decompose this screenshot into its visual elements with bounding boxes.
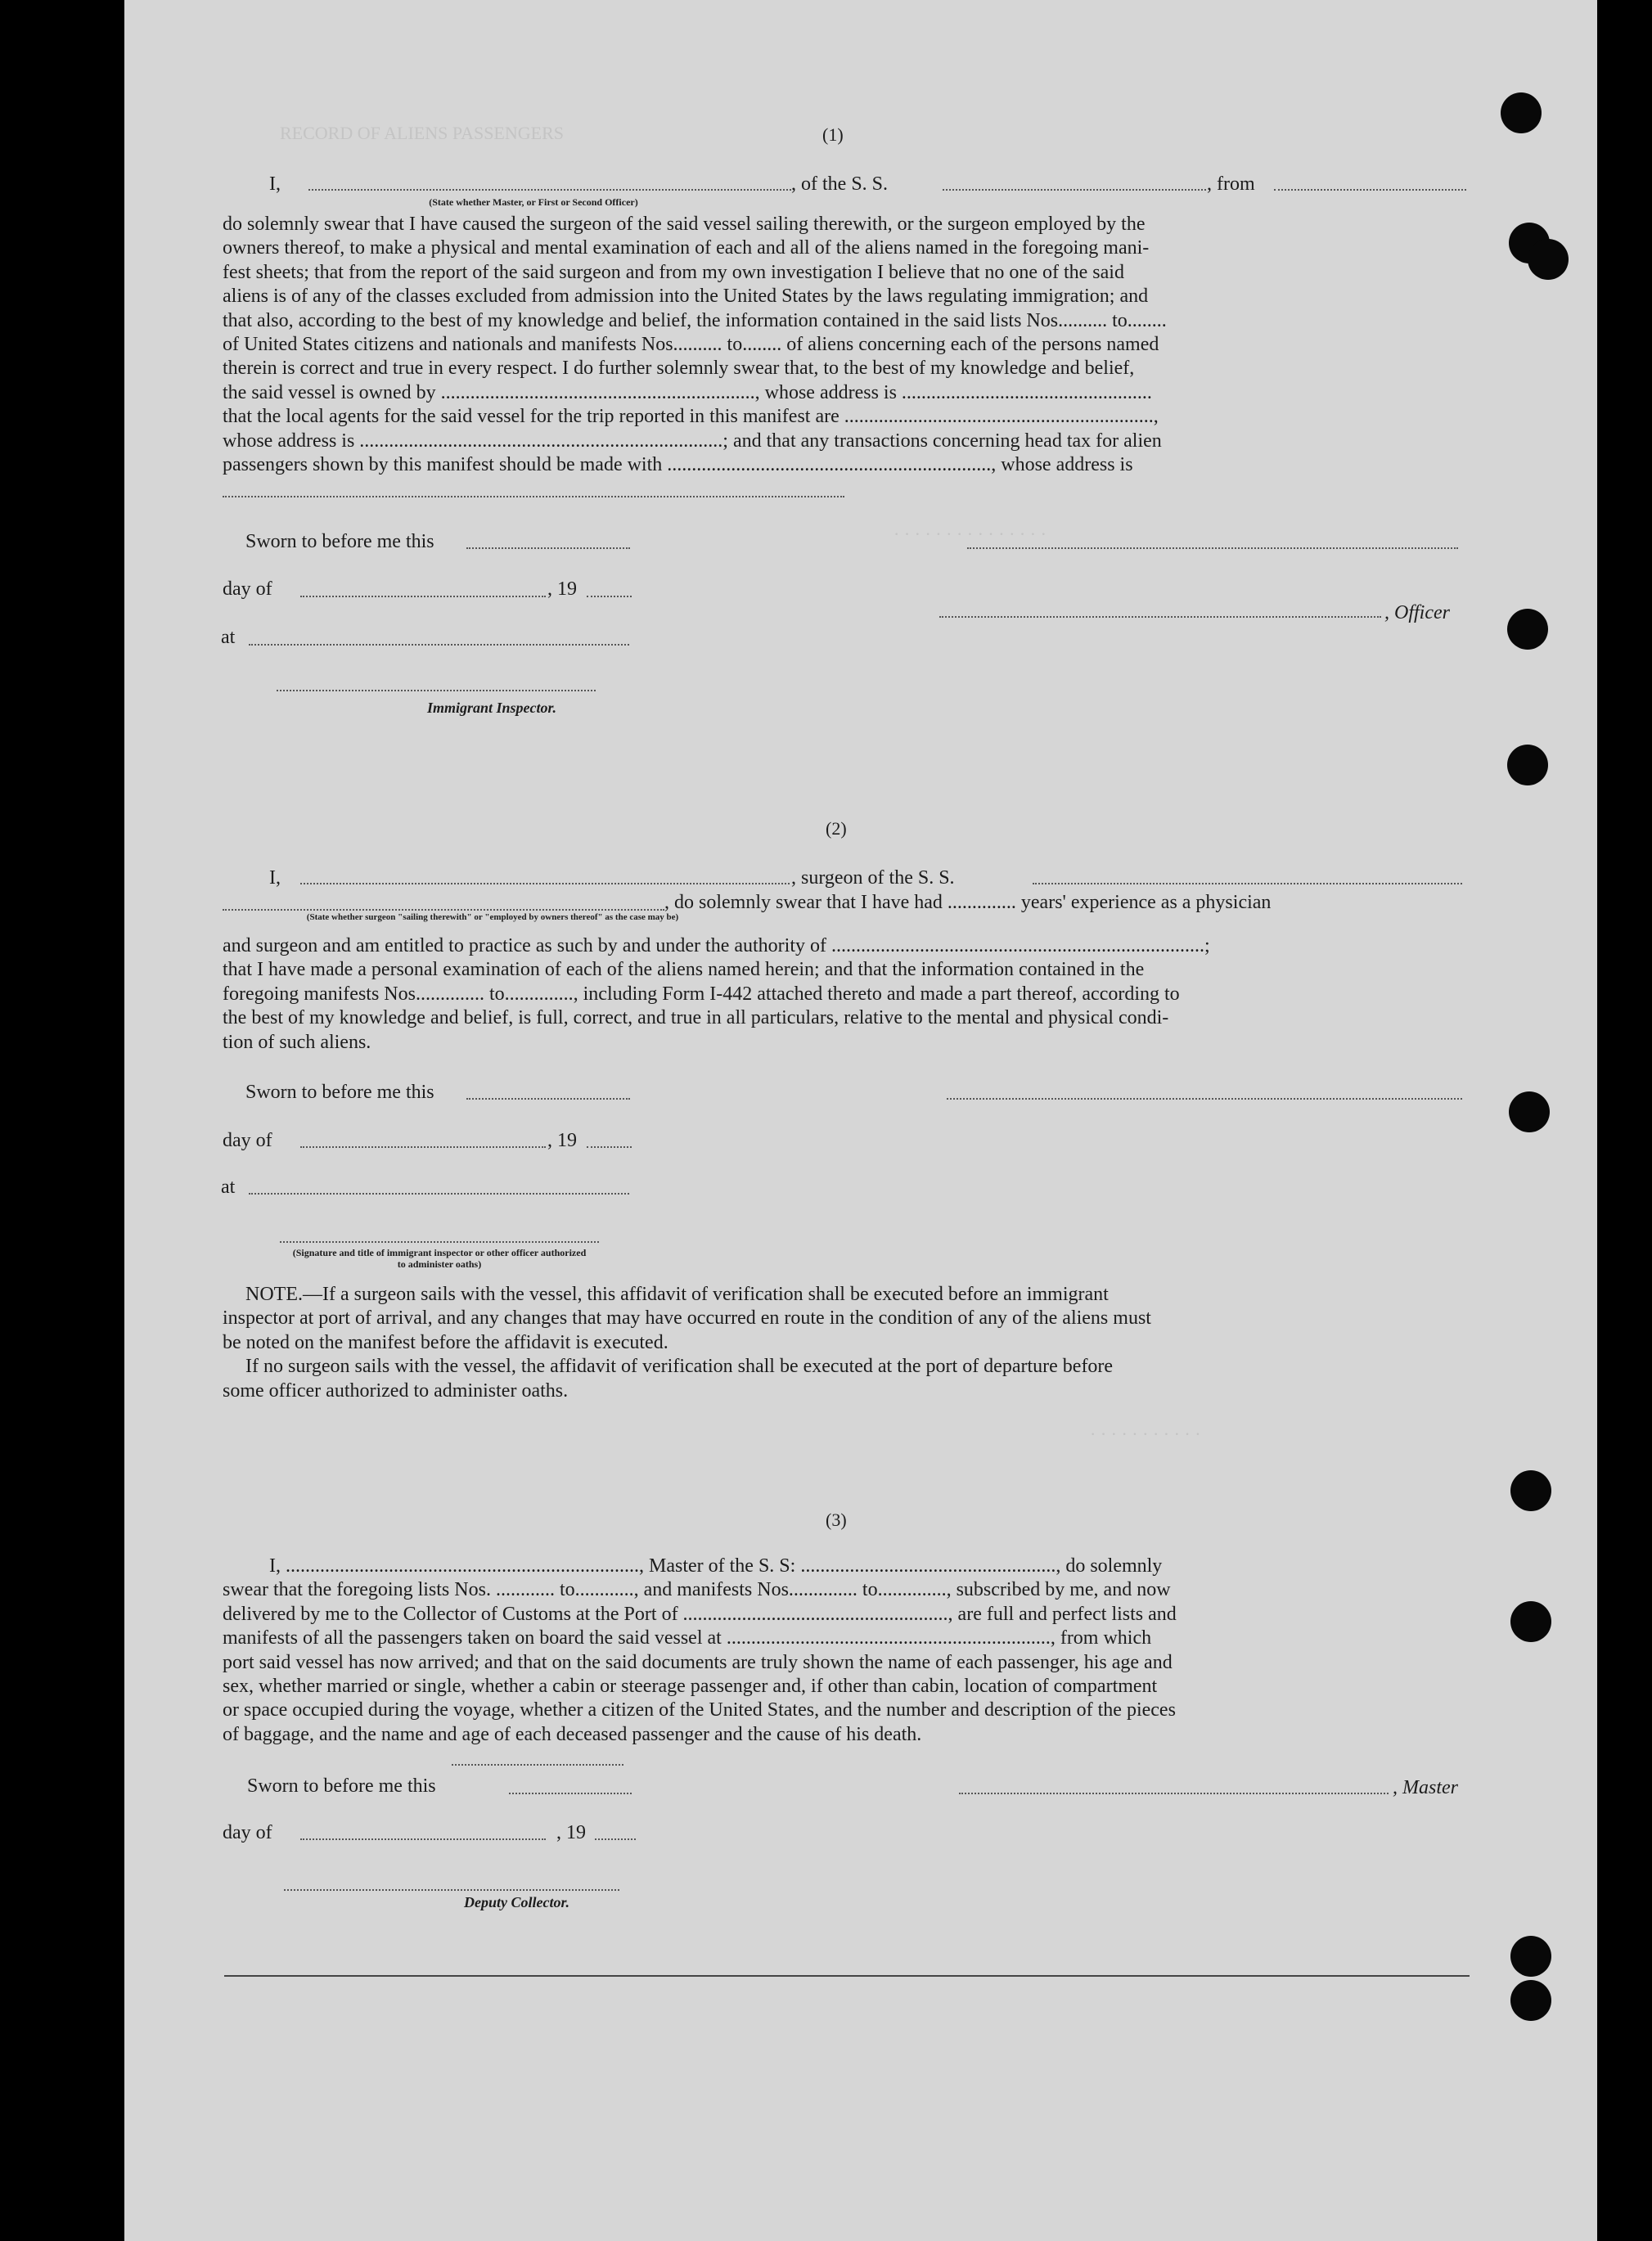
inspector-signature-blank[interactable]: [280, 1240, 599, 1243]
oath-line: delivered by me to the Collector of Customs at the Port of ......................................................, are full and perfect lists and: [223, 1603, 1177, 1625]
surgeon-signature-blank[interactable]: [947, 1097, 1462, 1100]
oath-line: that I have made a personal examination of each of the aliens named herein; and that the information contained in the: [223, 959, 1145, 981]
sworn-day-blank[interactable]: [509, 1792, 632, 1794]
section-number: (2): [826, 818, 847, 839]
from-port-blank[interactable]: [1274, 188, 1466, 191]
oath-line: do solemnly swear that I have caused the surgeon of the said vessel sailing therewith, or the surgeon employed by the: [223, 214, 1146, 235]
oath-line: passengers shown by this manifest should be made with .................................................................., whose address is: [223, 454, 1133, 476]
officer-label: , Officer: [1384, 602, 1450, 623]
field-note: (State whether surgeon "sailing therewith" or "employed by owners thereof" as the case may be): [306, 912, 679, 922]
oath-line: foregoing manifests Nos.............. to.............., including Form I-442 attached thereto and made a part thereof, according to: [223, 983, 1180, 1005]
note-line: some officer authorized to administer oaths.: [223, 1379, 569, 1402]
surgeon-ship-label: , surgeon of the S. S.: [791, 867, 955, 889]
separator-dots: [452, 1763, 623, 1766]
affiant-line: [269, 172, 281, 196]
oath-line: that the local agents for the said vessel for the trip reported in this manifest are ...............................................................,: [223, 406, 1159, 428]
year-blank[interactable]: [595, 1838, 636, 1840]
year-label: , 19: [547, 578, 577, 600]
bleed-through-text: · · · · · · · · · · · · · · ·: [894, 524, 1047, 544]
year-blank[interactable]: [587, 1145, 632, 1148]
sworn-label: Sworn to before me this: [247, 1775, 436, 1797]
oath-line: or space occupied during the voyage, whether a citizen of the United States, and the number and description of the pieces: [223, 1699, 1176, 1721]
officer-signature-blank[interactable]: [967, 547, 1458, 549]
from-label: , from: [1207, 173, 1255, 195]
punch-hole: [1510, 1980, 1551, 2021]
inspector-signature-blank[interactable]: [277, 689, 596, 691]
oath-line: port said vessel has now arrived; and that on the said documents are truly shown the name of each passenger, his age and: [223, 1651, 1173, 1673]
address-blank[interactable]: [223, 495, 844, 497]
inspector-title: Immigrant Inspector.: [427, 700, 557, 716]
sworn-label: Sworn to before me this: [245, 1082, 434, 1103]
punch-hole: [1507, 609, 1548, 650]
year-label: , 19: [547, 1130, 577, 1151]
surgeon-name-blank[interactable]: [300, 882, 790, 884]
sworn-label: Sworn to before me this: [245, 531, 434, 552]
sworn-day-blank[interactable]: [466, 547, 630, 549]
note-line: If no surgeon sails with the vessel, the affidavit of verification shall be executed at the port of departure before: [245, 1356, 1114, 1378]
oath-paragraph-2: [223, 934, 1474, 1055]
oath-line: the said vessel is owned by ................................................................, whose address is ...................................................: [223, 381, 1152, 403]
day-of-label: day of: [223, 578, 272, 600]
year-blank[interactable]: [587, 595, 632, 597]
deputy-title: Deputy Collector.: [464, 1894, 569, 1910]
punch-hole: [1510, 1936, 1551, 1977]
document-sheet: [124, 0, 1597, 2241]
day-of-blank[interactable]: [300, 1838, 546, 1840]
at-label: at: [221, 1177, 236, 1198]
bleed-through-text: RECORD OF ALIENS PASSENGERS: [280, 123, 564, 143]
oath-line: and surgeon and am entitled to practice as such by and under the authority of ............................................................................;: [223, 935, 1210, 956]
rank-blank[interactable]: [308, 188, 791, 191]
field-note: (State whether Master, or First or Second Officer): [429, 196, 638, 208]
bleed-through-text: · · · · · · · · · · ·: [1090, 1424, 1201, 1444]
master-label: , Master: [1393, 1777, 1458, 1798]
oath-line: sex, whether married or single, whether a cabin or steerage passenger and, if other than cabin, location of compartment: [223, 1676, 1158, 1698]
punch-hole: [1510, 1601, 1551, 1642]
punch-hole: [1507, 745, 1548, 785]
oath-line: of United States citizens and nationals and manifests Nos.......... to........ of aliens concerning each of the persons named: [223, 334, 1159, 356]
section-number: (3): [826, 1510, 847, 1530]
oath-line: I, ........................................................................, Master of the S. S: ...................................................., do solemnly: [269, 1555, 1163, 1577]
punch-hole: [1501, 92, 1542, 133]
bottom-rule: [224, 1975, 1470, 1977]
punch-hole: [1510, 1470, 1551, 1511]
oath-line: of baggage, and the name and age of each deceased passenger and the cause of his death.: [223, 1723, 922, 1745]
oath-paragraph-3: [223, 1555, 1474, 1747]
oath-line: swear that the foregoing lists Nos. ............ to............, and manifests Nos.............. to.............., subscribed by me, and now: [223, 1579, 1171, 1601]
oath-line: therein is correct and true in every respect. I do further solemnly swear that, to the best of my knowledge and belief,: [223, 358, 1135, 380]
oath-line: aliens is of any of the classes excluded from admission into the United States by the laws regulating immigration; and: [223, 286, 1149, 308]
swear-line: , do solemnly swear that I have had .............. years' experience as a physician: [664, 892, 1272, 913]
oath-line: manifests of all the passengers taken on board the said vessel at .................................................................., from which: [223, 1627, 1152, 1649]
ship-name-blank[interactable]: [943, 188, 1206, 191]
officer-blank[interactable]: [939, 615, 1381, 618]
punch-hole: [1528, 239, 1569, 280]
punch-hole: [1509, 1091, 1550, 1132]
year-label: , 19: [556, 1822, 586, 1843]
day-of-blank[interactable]: [300, 595, 546, 597]
oath-line: whose address is ..........................................................................; and that any transactions concerning head tax for alien: [223, 430, 1162, 452]
section-number: (1): [822, 124, 844, 145]
at-label: at: [221, 627, 236, 648]
note-line: be noted on the manifest before the affidavit is executed.: [223, 1331, 668, 1353]
surgeon-line-prefix: I,: [269, 867, 281, 889]
at-blank[interactable]: [249, 1192, 629, 1195]
surgeon-ship-blank[interactable]: [1033, 882, 1462, 884]
day-of-label: day of: [223, 1822, 272, 1843]
master-signature-blank[interactable]: [959, 1792, 1389, 1794]
line-prefix: I,: [269, 173, 281, 195]
oath-line: that also, according to the best of my knowledge and belief, the information contained in the said lists Nos.......... to........: [223, 309, 1167, 331]
oath-line: fest sheets; that from the report of the said surgeon and from my own investigation I believe that no one of the said: [223, 261, 1124, 283]
oath-paragraph-1: [223, 213, 1474, 477]
day-of-blank[interactable]: [300, 1145, 546, 1148]
note-line: NOTE.—If a surgeon sails with the vessel, this affidavit of verification shall be executed before an immigrant: [245, 1284, 1109, 1305]
signature-note: (Signature and title of immigrant inspector or other officer authorized to administer oaths): [292, 1247, 587, 1270]
oath-line: the best of my knowledge and belief, is full, correct, and true in all particulars, relative to the mental and physical condi-: [223, 1007, 1169, 1029]
note-paragraph: [223, 1283, 1474, 1403]
oath-line: owners thereof, to make a physical and mental examination of each and all of the aliens named in the foregoing mani-: [223, 237, 1150, 259]
surgeon-status-blank[interactable]: [223, 908, 664, 911]
oath-line: tion of such aliens.: [223, 1031, 371, 1053]
note-line: inspector at port of arrival, and any changes that may have occurred en route in the condition of any of the aliens must: [223, 1307, 1151, 1330]
ship-label: , of the S. S.: [791, 173, 889, 195]
sworn-day-blank[interactable]: [466, 1097, 630, 1100]
at-blank[interactable]: [249, 643, 629, 646]
day-of-label: day of: [223, 1130, 272, 1151]
